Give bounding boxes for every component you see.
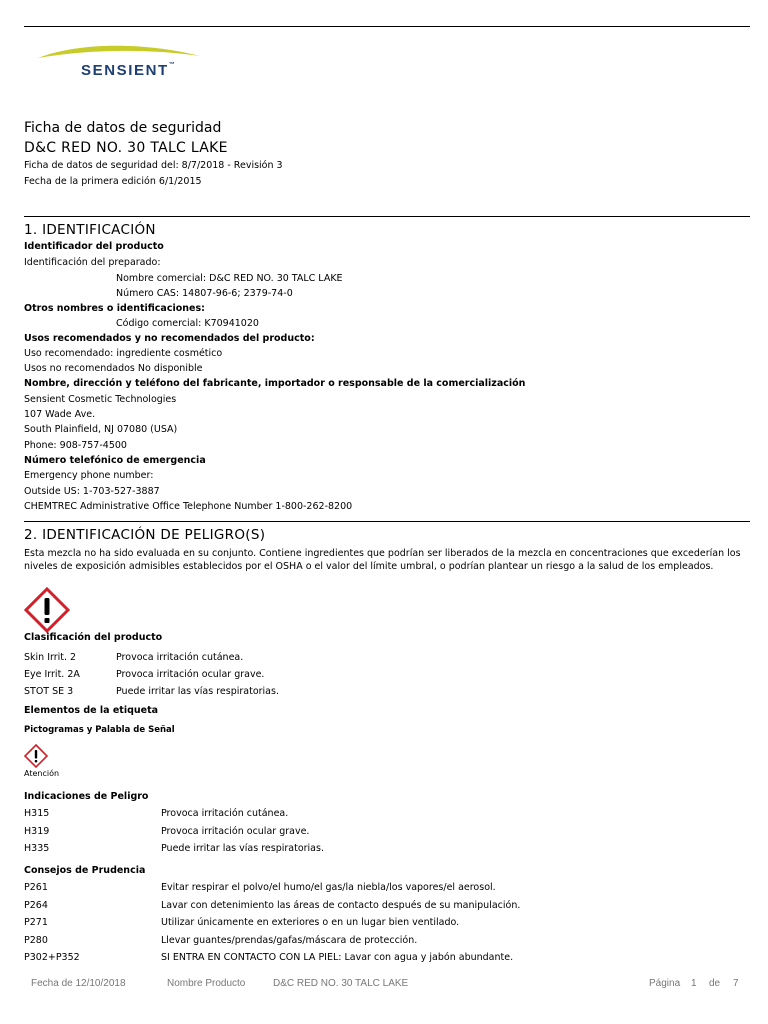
- commercial-code: Código comercial: K70941020: [116, 318, 259, 329]
- company-name: Sensient Cosmetic Technologies: [24, 394, 177, 405]
- label-elements-heading: Elementos de la etiqueta: [24, 705, 159, 716]
- exclamation-hazard-icon: [24, 587, 70, 633]
- chemtrec-phone: CHEMTREC Administrative Office Telephone Number 1-800-262-8200: [24, 501, 353, 512]
- classification-text: Puede irritar las vías respiratorias.: [116, 686, 279, 697]
- hazard-text: Provoca irritación ocular grave.: [161, 826, 310, 837]
- cas-number: Número CAS: 14807-96-6; 2379-74-0: [116, 288, 293, 299]
- section1-rule: [24, 216, 750, 217]
- first-edition-line: Fecha de la primera edición 6/1/2015: [24, 176, 202, 187]
- precaution-code: P271: [24, 917, 48, 928]
- product-identifier-heading: Identificador del producto: [24, 241, 164, 252]
- classification-text: Provoca irritación ocular grave.: [116, 669, 265, 680]
- hazard-code: H319: [24, 826, 50, 837]
- address-line-1: 107 Wade Ave.: [24, 409, 96, 420]
- precautionary-heading: Consejos de Prudencia: [24, 865, 146, 876]
- footer-page-total: 7: [733, 978, 739, 989]
- precaution-text: Lavar con detenimiento las áreas de contacto después de su manipulación.: [161, 900, 521, 911]
- classification-code: STOT SE 3: [24, 686, 74, 697]
- address-line-2: South Plainfield, NJ 07080 (USA): [24, 424, 178, 435]
- classification-text: Provoca irritación cutánea.: [116, 652, 244, 663]
- section2-intro: Esta mezcla no ha sido evaluada en su conjunto. Contiene ingredientes que podrían ser liberados de la mezcla en concentraciones que excederían los niveles de exposición admisibles establecidos por el OSHA o el valor del límite umbral, o podrían plantear un riesgo a la salud de los empleados.: [24, 548, 741, 572]
- small-exclamation-hazard-icon: [24, 744, 48, 768]
- precaution-text: Evitar respirar el polvo/el humo/el gas/la niebla/los vapores/el aerosol.: [161, 882, 496, 893]
- classification-heading: Clasificación del producto: [24, 632, 163, 643]
- precaution-text: Utilizar únicamente en exteriores o en un lugar bien ventilado.: [161, 917, 460, 928]
- preparation-label: Identificación del preparado:: [24, 257, 161, 268]
- precaution-code: P302+P352: [24, 952, 80, 963]
- top-rule: [24, 26, 750, 27]
- footer-date: Fecha de 12/10/2018: [31, 978, 126, 989]
- uses-heading: Usos recomendados y no recomendados del producto:: [24, 333, 315, 344]
- classification-code: Skin Irrit. 2: [24, 652, 77, 663]
- recommended-use: Uso recomendado: ingrediente cosmético: [24, 348, 223, 359]
- section1-title: 1. IDENTIFICACIÓN: [24, 222, 156, 238]
- not-recommended-use: Usos no recomendados No disponible: [24, 363, 203, 374]
- product-title: D&C RED NO. 30 TALC LAKE: [24, 140, 228, 156]
- hazard-text: Puede irritar las vías respiratorias.: [161, 843, 324, 854]
- sensient-logo: [24, 40, 206, 100]
- footer-page-of: de: [709, 978, 721, 989]
- company-phone: Phone: 908-757-4500: [24, 440, 127, 451]
- precaution-text: SI ENTRA EN CONTACTO CON LA PIEL: Lavar con agua y jabón abundante.: [161, 952, 514, 963]
- document-title: Ficha de datos de seguridad: [24, 120, 222, 136]
- emergency-label: Emergency phone number:: [24, 470, 154, 481]
- trade-name: Nombre comercial: D&C RED NO. 30 TALC LAKE: [116, 273, 343, 284]
- footer-product-label: Nombre Producto: [167, 978, 246, 989]
- outside-us-phone: Outside US: 1-703-527-3887: [24, 486, 160, 497]
- hazard-code: H335: [24, 843, 50, 854]
- logo-tm: ™: [168, 62, 175, 68]
- footer-product-name: D&C RED NO. 30 TALC LAKE: [273, 978, 409, 989]
- section2-title: 2. IDENTIFICACIÓN DE PELIGRO(S): [24, 527, 266, 543]
- revision-line: Ficha de datos de seguridad del: 8/7/2018 - Revisión 3: [24, 160, 283, 171]
- signal-word: Atención: [24, 769, 60, 778]
- manufacturer-heading: Nombre, dirección y teléfono del fabricante, importador o responsable de la comercialización: [24, 378, 526, 389]
- pictograms-heading: Pictogramas y Palabla de Señal: [24, 725, 175, 735]
- precaution-code: P261: [24, 882, 48, 893]
- precaution-text: Llevar guantes/prendas/gafas/máscara de protección.: [161, 935, 418, 946]
- hazard-statements-heading: Indicaciones de Peligro: [24, 791, 149, 802]
- precaution-code: P280: [24, 935, 48, 946]
- precaution-code: P264: [24, 900, 48, 911]
- emergency-heading: Número telefónico de emergencia: [24, 455, 206, 466]
- hazard-code: H315: [24, 808, 50, 819]
- logo-brand: SENSIENT: [81, 62, 169, 79]
- footer-page-label: Página: [649, 978, 681, 989]
- hazard-text: Provoca irritación cutánea.: [161, 808, 289, 819]
- classification-code: Eye Irrit. 2A: [24, 669, 80, 680]
- other-names-heading: Otros nombres o identificaciones:: [24, 303, 205, 314]
- footer-page-number: 1: [691, 978, 697, 989]
- section2-rule: [24, 521, 750, 522]
